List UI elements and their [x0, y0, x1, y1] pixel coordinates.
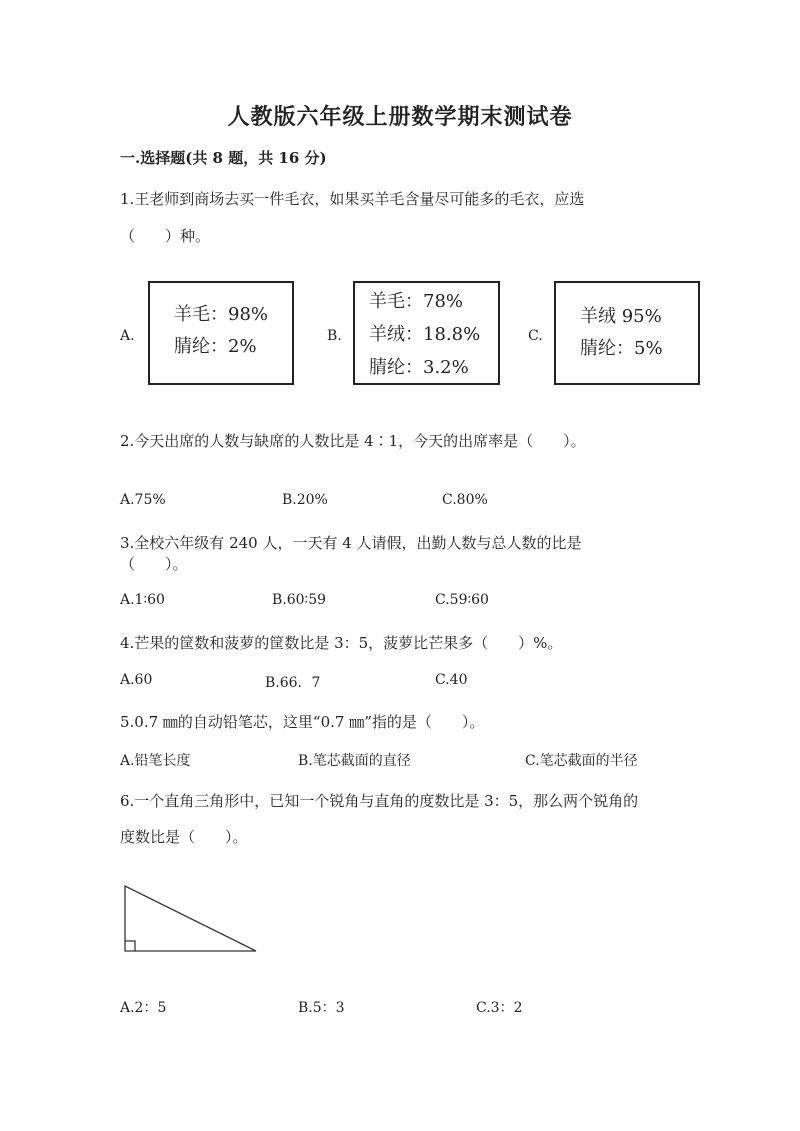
question-1-option-a-box[interactable]	[148, 281, 294, 385]
right-triangle-figure	[118, 878, 268, 958]
fiber-content-line: 羊毛：98%	[174, 304, 269, 325]
question-2-text: 2.今天出席的人数与缺席的人数比是 4∶1，今天的出席率是（ ）。	[120, 432, 586, 450]
question-5-option-c[interactable]: C.笔芯截面的半径	[525, 753, 638, 769]
question-4-option-c[interactable]: C.40	[435, 672, 468, 688]
question-1-option-b-label[interactable]: B.	[327, 328, 342, 344]
question-2-option-b[interactable]: B.20%	[282, 492, 328, 508]
question-1-option-b-box[interactable]	[353, 281, 500, 385]
question-3-text-line2: （ ）。	[120, 555, 188, 573]
fiber-content-line: 腈纶：3.2%	[369, 357, 469, 378]
triangle-shape	[125, 886, 256, 951]
question-1-text-line1: 1.王老师到商场去买一件毛衣，如果买羊毛含量尽可能多的毛衣，应选	[120, 190, 585, 208]
fiber-content-line: 羊绒：18.8%	[369, 324, 481, 345]
question-1-text-line2: （ ）种。	[120, 227, 211, 245]
right-angle-mark	[125, 941, 135, 951]
question-2-option-a[interactable]: A.75%	[120, 492, 166, 508]
fiber-content-line: 腈纶：2%	[174, 336, 257, 357]
question-2-option-c[interactable]: C.80%	[442, 492, 488, 508]
question-3-option-a[interactable]: A.1∶60	[120, 592, 165, 608]
question-1-option-c-box[interactable]	[554, 281, 700, 385]
question-6-option-b[interactable]: B.5：3	[298, 1000, 345, 1016]
question-6-text-line2: 度数比是（ ）。	[120, 828, 248, 846]
question-4-option-a[interactable]: A.60	[120, 672, 153, 688]
question-5-option-a[interactable]: A.铅笔长度	[120, 753, 191, 769]
question-1-option-c-label[interactable]: C.	[528, 328, 543, 344]
question-4-text: 4.芒果的筐数和菠萝的筐数比是 3：5，菠萝比芒果多（ ）%。	[120, 634, 563, 652]
fiber-content-line: 羊绒 95%	[580, 306, 662, 327]
fiber-content-line: 羊毛：78%	[369, 291, 464, 312]
question-3-option-c[interactable]: C.59∶60	[435, 592, 489, 608]
page-title: 人教版六年级上册数学期末测试卷	[227, 104, 573, 130]
question-6-option-a[interactable]: A.2：5	[120, 1000, 167, 1016]
question-4-option-b[interactable]: B.66．7	[265, 675, 321, 691]
question-5-option-b[interactable]: B.笔芯截面的直径	[298, 753, 411, 769]
question-1-option-a-label[interactable]: A.	[120, 328, 135, 344]
question-5-text: 5.0.7 ㎜的自动铅笔芯，这里“0.7 ㎜”指的是（ ）。	[120, 713, 485, 731]
section-heading: 一.选择题(共 8 题，共 16 分)	[120, 149, 327, 167]
question-3-text-line1: 3.全校六年级有 240 人，一天有 4 人请假，出勤人数与总人数的比是	[120, 534, 582, 552]
fiber-content-line: 腈纶：5%	[580, 338, 663, 359]
question-6-option-c[interactable]: C.3：2	[476, 1000, 523, 1016]
question-3-option-b[interactable]: B.60∶59	[272, 592, 327, 608]
question-6-text-line1: 6.一个直角三角形中，已知一个锐角与直角的度数比是 3：5，那么两个锐角的	[120, 792, 639, 810]
